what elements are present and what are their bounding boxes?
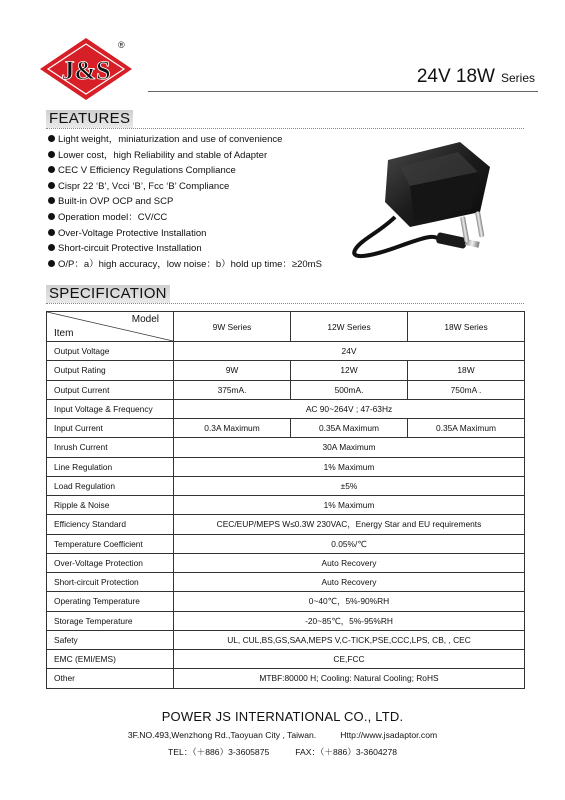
series-header: 12W Series <box>291 312 408 342</box>
row-value: Auto Recovery <box>174 553 525 572</box>
item-header-label: Item <box>54 328 74 339</box>
power-adapter-icon <box>340 122 520 277</box>
row-label: Output Rating <box>47 361 174 380</box>
row-label: Load Regulation <box>47 476 174 495</box>
row-value: MTBF:80000 H; Cooling: Natural Cooling; RoHS <box>174 669 525 688</box>
feature-item: Cispr 22 ‘B’, Vcci ‘B’, Fcc ‘B’ Compliance <box>48 179 348 195</box>
feature-item: Lower cost，high Reliability and stable of Adapter <box>48 148 348 164</box>
specification-heading <box>46 285 524 303</box>
company-name: POWER JS INTERNATIONAL CO., LTD. <box>161 709 404 724</box>
row-label: Short-circuit Protection <box>47 573 174 592</box>
logo-diamond-icon <box>38 36 134 102</box>
row-label: Input Voltage & Frequency <box>47 399 174 418</box>
row-label: Inrush Current <box>47 438 174 457</box>
specification-table <box>46 311 525 689</box>
row-label: Output Current <box>47 380 174 399</box>
table-row <box>47 496 525 515</box>
table-header-row <box>47 312 525 342</box>
table-row <box>47 457 525 476</box>
bullet-icon <box>48 260 55 267</box>
row-value: 0.35A Maximum <box>408 419 525 438</box>
table-row <box>47 534 525 553</box>
row-label: Other <box>47 669 174 688</box>
bullet-icon <box>48 213 55 220</box>
row-value: Auto Recovery <box>174 573 525 592</box>
feature-item: Short-circuit Protective Installation <box>48 241 348 257</box>
row-value: 1% Maximum <box>174 457 525 476</box>
row-label: Output Voltage <box>47 342 174 361</box>
feature-item: Light weight，miniaturization and use of convenience <box>48 132 348 148</box>
row-value: 1% Maximum <box>174 496 525 515</box>
features-list <box>48 132 348 272</box>
row-value: 750mA . <box>408 380 525 399</box>
table-row <box>47 399 525 418</box>
bullet-icon <box>48 166 55 173</box>
bullet-icon <box>48 151 55 158</box>
table-row <box>47 553 525 572</box>
row-label: Line Regulation <box>47 457 174 476</box>
table-row <box>47 592 525 611</box>
bullet-icon <box>48 197 55 204</box>
contact-line <box>0 746 565 758</box>
table-row <box>47 611 525 630</box>
bullet-icon <box>48 229 55 236</box>
row-value: CE,FCC <box>174 650 525 669</box>
row-value: -20~85℃，5%-95%RH <box>174 611 525 630</box>
row-label: EMC (EMI/EMS) <box>47 650 174 669</box>
row-label: Efficiency Standard <box>47 515 174 534</box>
row-label: Temperature Coefficient <box>47 534 174 553</box>
company-fax: FAX：（＋886）3-3604278 <box>295 747 398 757</box>
row-value: 0.05%/℃ <box>174 534 525 553</box>
table-row <box>47 515 525 534</box>
model-name: 24V 18W <box>416 66 495 87</box>
model-title <box>417 66 535 88</box>
row-value: 18W <box>408 361 525 380</box>
series-header: 18W Series <box>408 312 525 342</box>
row-label: Input Current <box>47 419 174 438</box>
row-value: 0.35A Maximum <box>291 419 408 438</box>
company-website[interactable]: Http://www.jsadaptor.com <box>340 730 438 740</box>
feature-item: Operation model：CV/CC <box>48 210 348 226</box>
series-header: 9W Series <box>174 312 291 342</box>
series-label: Series <box>500 71 535 85</box>
table-row <box>47 380 525 399</box>
table-row <box>47 361 525 380</box>
table-row <box>47 438 525 457</box>
table-row <box>47 630 525 649</box>
product-photo <box>340 122 520 277</box>
row-value: 12W <box>291 361 408 380</box>
bullet-icon <box>48 135 55 142</box>
company-tel: TEL：（＋886）3-3605875 <box>167 747 270 757</box>
table-row <box>47 476 525 495</box>
row-value: UL, CUL,BS,GS,SAA,MEPS V,C-TICK,PSE,CCC,LPS, CB, , CEC <box>174 630 525 649</box>
bullet-icon <box>48 244 55 251</box>
row-value: 30A Maximum <box>174 438 525 457</box>
row-value: 0.3A Maximum <box>174 419 291 438</box>
logo-text: J&S <box>61 56 111 85</box>
row-label: Over-Voltage Protection <box>47 553 174 572</box>
row-label: Safety <box>47 630 174 649</box>
row-value: ±5% <box>174 476 525 495</box>
feature-item: O/P：a）high accuracy，low noise：b）hold up time：≥20mS <box>48 257 348 273</box>
model-item-header <box>47 312 174 342</box>
table-row <box>47 419 525 438</box>
feature-item: Over-Voltage Protective Installation <box>48 226 348 242</box>
row-value: 375mA. <box>174 380 291 399</box>
specification-heading-rule <box>46 303 524 304</box>
company-logo <box>38 36 134 102</box>
row-value: CEC/EUP/MEPS W≤0.3W 230VAC，Energy Star and EU requirements <box>174 515 525 534</box>
row-label: Operating Temperature <box>47 592 174 611</box>
table-row <box>47 650 525 669</box>
feature-item: Built-in OVP OCP and SCP <box>48 194 348 210</box>
bullet-icon <box>48 182 55 189</box>
model-header-label: Model <box>131 314 159 325</box>
row-value: 500mA. <box>291 380 408 399</box>
company-address: 3F.NO.493,Wenzhong Rd.,Taoyuan City , Taiwan. <box>127 730 317 740</box>
features-heading-text: FEATURES <box>46 110 133 128</box>
header-rule <box>148 91 538 92</box>
row-value: AC 90~264V ; 47-63Hz <box>174 399 525 418</box>
row-label: Ripple & Noise <box>47 496 174 515</box>
row-value: 0~40℃，5%-90%RH <box>174 592 525 611</box>
table-row <box>47 669 525 688</box>
table-row <box>47 573 525 592</box>
row-value: 9W <box>174 361 291 380</box>
specification-heading-text: SPECIFICATION <box>46 285 170 303</box>
address-line <box>0 730 565 740</box>
row-value: 24V <box>174 342 525 361</box>
registered-mark: ® <box>118 40 125 50</box>
row-label: Storage Temperature <box>47 611 174 630</box>
feature-item: CEC V Efficiency Regulations Compliance <box>48 163 348 179</box>
table-row <box>47 342 525 361</box>
